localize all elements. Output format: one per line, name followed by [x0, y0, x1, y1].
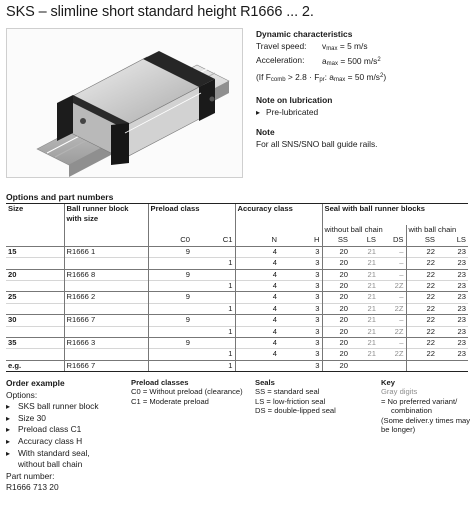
lubrication-heading: Note on lubrication — [256, 95, 333, 105]
list-item: ▸ Accuracy class H — [6, 436, 128, 448]
header-size: Size — [6, 204, 64, 225]
page-title: SKS – slimline short standard height R1666 ... 2. — [6, 4, 314, 20]
col-ls: LS — [350, 235, 378, 246]
col-ls-chain: LS — [437, 235, 468, 246]
order-example — [6, 378, 128, 494]
table-row: 1 4 3 20 21 – 22 23 — [6, 258, 468, 269]
table-row: 1 4 3 20 21 2Z 22 23 — [6, 349, 468, 360]
example-row: e.g. R1666 7 1 3 20 — [6, 360, 468, 371]
list-item: ▸ With standard seal, without ball chain — [6, 448, 128, 471]
table-row: 1 4 3 20 21 2Z 22 23 — [6, 326, 468, 337]
preload-legend: Preload classes C0 = Without preload (clearance) C1 = Moderate preload — [131, 378, 243, 406]
part-numbers-table — [6, 203, 468, 372]
ball-runner-block-image — [7, 29, 243, 178]
col-c1: C1 — [192, 235, 235, 246]
header-accuracy: Accuracy class — [235, 204, 322, 225]
travel-speed-row — [256, 41, 470, 56]
order-options-label: Options: — [6, 389, 38, 400]
list-item: ▸ Size 30 — [6, 413, 128, 425]
col-ss: SS — [322, 235, 350, 246]
seal-legend: Seals SS = standard seal LS = low-friction seal DS = double-lipped seal — [255, 378, 336, 416]
table-row: 1 4 3 20 21 2Z 22 23 — [6, 303, 468, 314]
table-row: 20 R1666 8 9 4 3 20 21 – 22 23 — [8, 269, 466, 279]
col-n: N — [235, 235, 279, 246]
list-item: ▸ Preload class C1 — [6, 424, 128, 436]
travel-speed-value: $v_{max} = 5$ m/s — [322, 40, 368, 52]
acceleration-value: $a_{max} = 500$ $m/s^2$ — [322, 56, 381, 67]
col-ds: DS — [378, 235, 406, 246]
header-preload: Preload class — [148, 204, 235, 225]
part-number-label: Part number: — [6, 470, 55, 481]
header-seal: Seal with ball runner blocks — [322, 204, 468, 225]
list-item: ▸ SKS ball runner block — [6, 401, 128, 413]
table-row: 25 R1666 2 9 4 3 20 21 – 22 23 — [8, 292, 466, 302]
lubrication-item: ▸ Pre-lubricated — [256, 107, 470, 119]
travel-speed-label: Travel speed: — [256, 40, 307, 51]
table-row: 30 R1666 7 9 4 3 20 21 – 22 23 — [8, 315, 466, 325]
col-c0: C0 — [148, 235, 192, 246]
key-legend: Key Gray digits = No preferred variant/ combination (Some deliver.y times may be longer) — [381, 378, 471, 435]
acceleration-label: Acceleration: — [256, 55, 305, 65]
col-h: H — [279, 235, 322, 246]
table-row: 15 R1666 1 9 4 3 20 21 – 22 23 — [8, 246, 466, 256]
header-with-chain: with ball chain — [406, 225, 468, 236]
acceleration-condition: (If $F_{comb} > 2.8 \cdot F_{pr}$: $a_{max} = 50$ $m/s^2$) — [256, 71, 387, 83]
dynamic-heading: Dynamic characteristics — [256, 29, 353, 39]
table-row: 1 4 3 20 21 2Z 22 23 — [6, 281, 468, 292]
header-without-chain: without ball chain — [322, 225, 406, 236]
product-photo — [6, 28, 243, 178]
note-heading: Note — [256, 127, 275, 137]
header-block: Ball runner block with size — [64, 204, 148, 225]
part-number-value: R1666 713 20 — [6, 482, 59, 493]
acceleration-row — [256, 55, 470, 71]
table-row: 35 R1666 3 9 4 3 20 21 – 22 23 — [8, 338, 466, 348]
options-table-title: Options and part numbers — [6, 192, 114, 202]
note-text: For all SNS/SNO ball guide rails. — [256, 138, 378, 149]
col-ss-chain: SS — [406, 235, 437, 246]
characteristics-panel — [256, 29, 470, 150]
order-heading: Order example — [6, 378, 65, 388]
